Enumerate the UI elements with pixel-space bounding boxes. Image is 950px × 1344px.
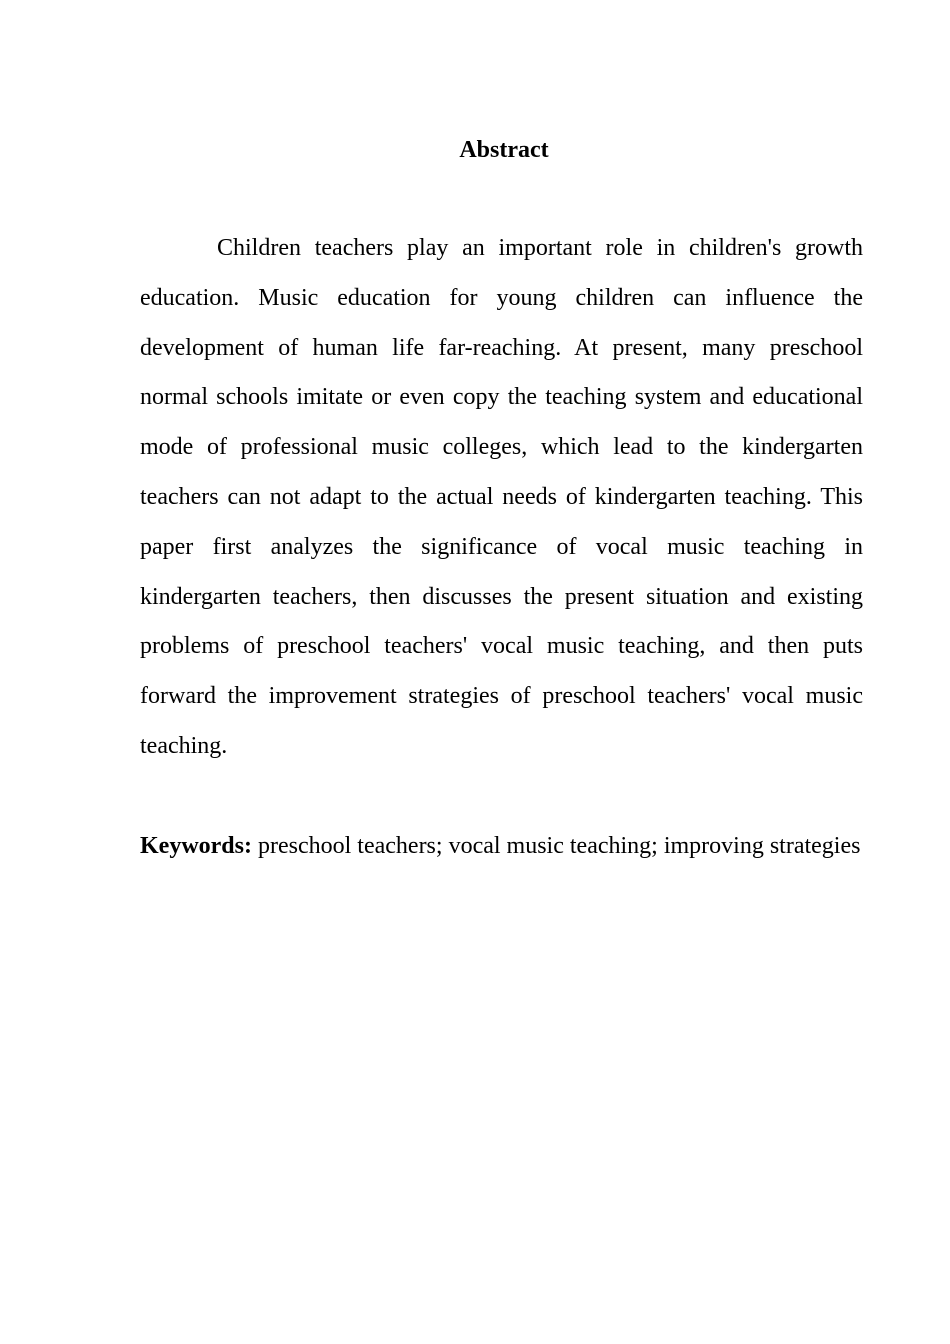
keywords-text: preschool teachers; vocal music teaching; improving strategies (257, 833, 861, 859)
keywords-paragraph (140, 822, 863, 872)
abstract-paragraph: Children teachers play an important role in children's growth education. Music education for young children can influence the development of human life far-reaching. At present, many preschool normal schools imitate or even copy the teaching system and educational mode of professional music colleges, which lead to the kindergarten teachers can not adapt to the actual needs of kindergarten teaching. This paper first analyzes the significance of vocal music teaching in kindergarten teachers, then discusses the present situation and existing problems of preschool teachers' vocal music teaching, and then puts forward the improvement strategies of preschool teachers' vocal music teaching. (140, 235, 863, 759)
keywords-label: Keywords: (140, 833, 252, 859)
abstract-heading: Abstract (459, 137, 549, 163)
